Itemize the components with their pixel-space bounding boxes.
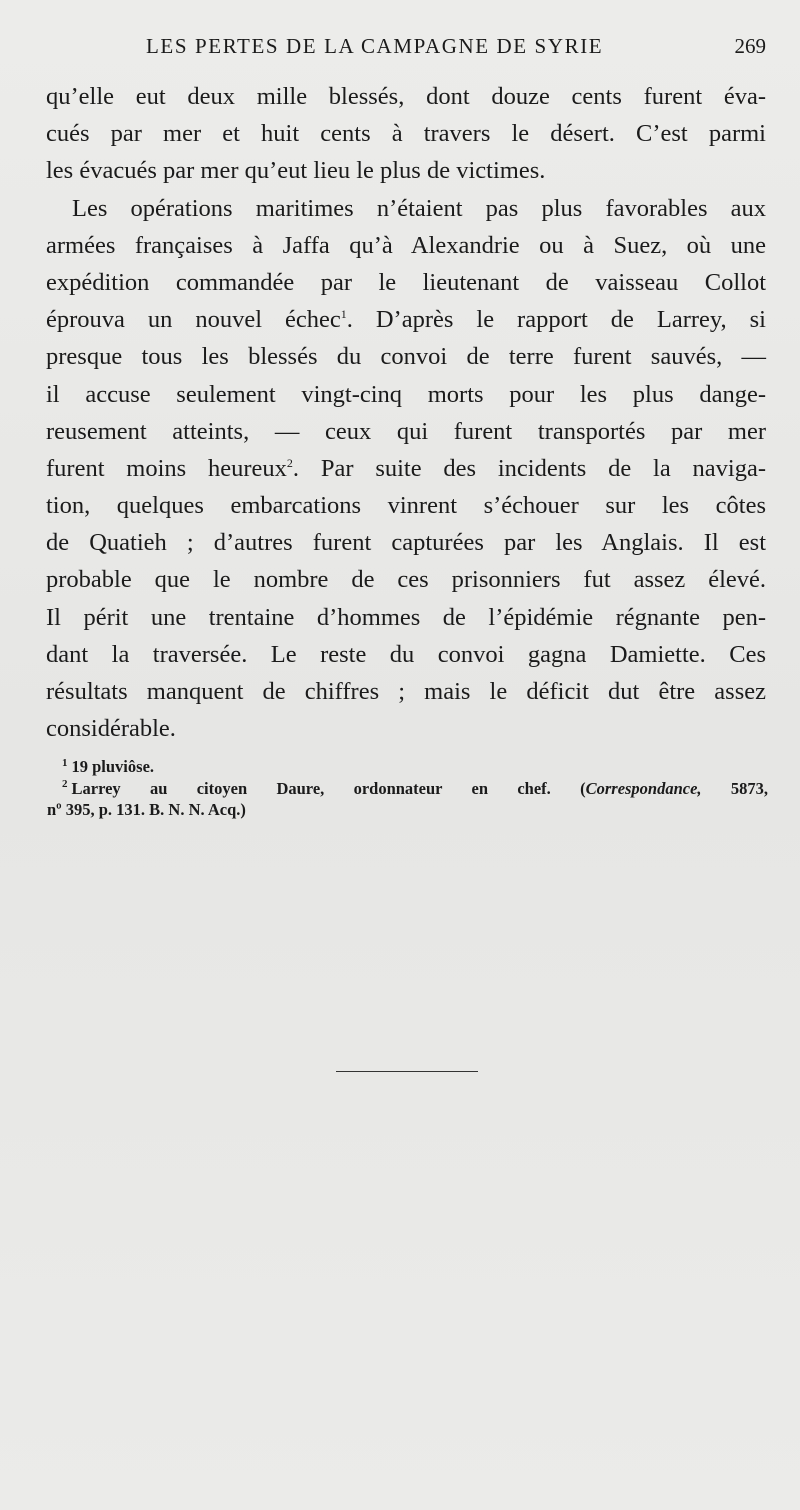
text-line: de Quatieh ; d’autres furent capturées par les Anglais. Il est — [46, 529, 766, 557]
text-line: Les opérations maritimes n’étaient pas plus favorables aux — [72, 194, 766, 222]
text-line: dant la traversée. Le reste du convoi gagna Damiette. Ces — [46, 640, 766, 668]
text-line: les évacués par mer qu’eut lieu le plus de victimes. — [46, 157, 546, 185]
text-line: il accuse seulement vingt-cinq morts pour les plus dange- — [46, 380, 766, 408]
text-line — [46, 301, 766, 338]
text-segment: éprouva un nouvel échec — [46, 306, 341, 334]
text-segment: . Par suite des incidents de la naviga- — [292, 454, 766, 482]
footnote-2 — [62, 778, 768, 800]
end-rule — [336, 1071, 478, 1072]
text-line: reusement atteints, — ceux qui furent transportés par mer — [46, 417, 766, 445]
text-segment: . D’après le rapport de Larrey, si — [346, 306, 766, 334]
text-segment: furent moins heureux — [46, 454, 287, 482]
text-line: presque tous les blessés du convoi de terre furent sauvés, — — [46, 343, 766, 371]
page-header — [146, 34, 766, 62]
text-line: qu’elle eut deux mille blessés, dont douze cents furent éva- — [46, 83, 766, 110]
footnotes — [47, 756, 769, 821]
footnote-text: 19 pluviôse. — [71, 757, 155, 776]
text-line: tion, quelques embarcations vinrent s’échouer sur les côtes — [46, 492, 766, 520]
footnote-italic: Correspondance, — [585, 778, 702, 798]
page-number: 269 — [734, 34, 766, 58]
footnote-number: 2 — [62, 778, 68, 790]
text-line — [46, 450, 766, 487]
footnote-text: 5873, — [701, 778, 769, 798]
footnote-ref: 2 — [286, 455, 293, 470]
text-line: Il périt une trentaine d’hommes de l’épidémie régnante pen- — [46, 603, 766, 631]
text-line: résultats manquent de chiffres ; mais le déficit dut être assez — [46, 678, 766, 705]
footnote-text: Larrey au citoyen Daure, ordonnateur en chef. ( — [71, 778, 586, 798]
footnote-1 — [62, 756, 768, 778]
running-title: LES PERTES DE LA CAMPAGNE DE SYRIE — [146, 34, 604, 58]
text-line: expédition commandée par le lieutenant de vaisseau Collot — [46, 268, 766, 296]
body-text — [46, 78, 766, 747]
footnote-2-continued: nº 395, p. 131. B. N. N. Acq.) — [47, 800, 246, 819]
text-line: probable que le nombre de ces prisonniers fut assez élevé. — [46, 566, 766, 594]
footnote-ref: 1 — [340, 306, 347, 321]
text-line: cués par mer et huit cents à travers le désert. C’est parmi — [46, 120, 766, 148]
text-line: armées françaises à Jaffa qu’à Alexandrie ou à Suez, où une — [46, 231, 766, 259]
footnote-number: 1 — [62, 756, 68, 769]
text-line: considérable. — [46, 715, 176, 743]
